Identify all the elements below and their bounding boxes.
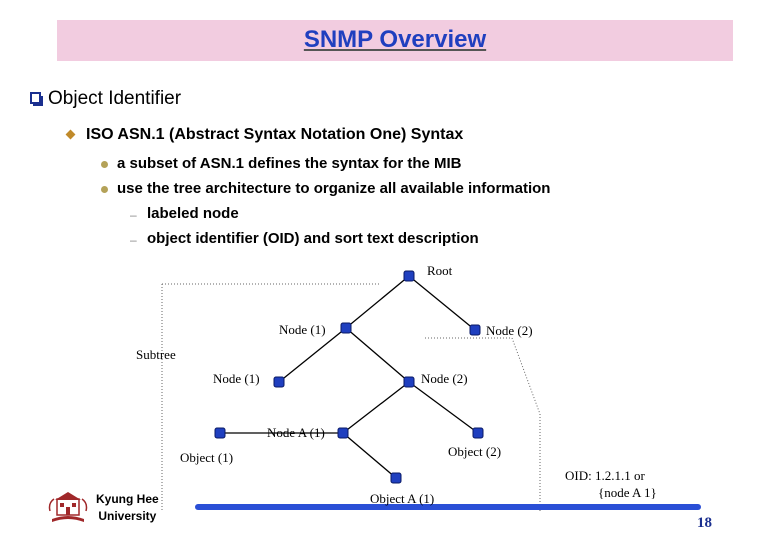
tree-node-object2 xyxy=(473,428,483,438)
subheading-asn1: ISO ASN.1 (Abstract Syntax Notation One) Syntax xyxy=(86,126,464,143)
page-number: 18 xyxy=(697,515,712,531)
bullet-tree-architecture: use the tree architecture to organize all available information xyxy=(117,180,551,197)
tree-node-object1 xyxy=(215,428,225,438)
label-root: Root xyxy=(427,263,453,278)
university-line1: Kyung Hee xyxy=(96,492,159,506)
heading-object-identifier: Object Identifier xyxy=(48,88,182,109)
tree-node-node1-top xyxy=(341,323,351,333)
label-object-a1: Object A (1) xyxy=(370,491,435,506)
slide-title: SNMP Overview xyxy=(303,26,487,53)
university-line2: University xyxy=(98,509,157,523)
sub-bullet-labeled-node: labeled node xyxy=(147,205,239,222)
tree-node-node2-mid xyxy=(404,377,414,387)
label-node-a1: Node A (1) xyxy=(267,425,325,440)
tree-node-root xyxy=(404,271,414,281)
university-logo-icon xyxy=(48,489,88,523)
label-node2-top: Node (2) xyxy=(486,323,533,338)
label-subtree: Subtree xyxy=(136,347,176,362)
sub-bullet-oid: object identifier (OID) and sort text description xyxy=(147,230,479,247)
label-object1: Object (1) xyxy=(180,450,234,465)
tree-node-node2-top xyxy=(470,325,480,335)
label-oid-line1: OID: 1.2.1.1 or xyxy=(565,468,645,483)
university-name xyxy=(96,491,159,525)
tree-node-node-a1 xyxy=(338,428,348,438)
bullet-subset: a subset of ASN.1 defines the syntax for the MIB xyxy=(117,155,462,172)
subtree-outline xyxy=(425,338,540,512)
label-node1-top: Node (1) xyxy=(279,322,326,337)
label-node2-mid: Node (2) xyxy=(421,371,468,386)
label-oid-line2: {node A 1} xyxy=(598,485,657,500)
tree-node-object-a1 xyxy=(391,473,401,483)
label-object2: Object (2) xyxy=(448,444,502,459)
label-node1-mid: Node (1) xyxy=(213,371,260,386)
dash-bullet-icon: – xyxy=(130,233,137,247)
dash-bullet-icon: – xyxy=(130,208,137,222)
tree-node-node1-mid xyxy=(274,377,284,387)
